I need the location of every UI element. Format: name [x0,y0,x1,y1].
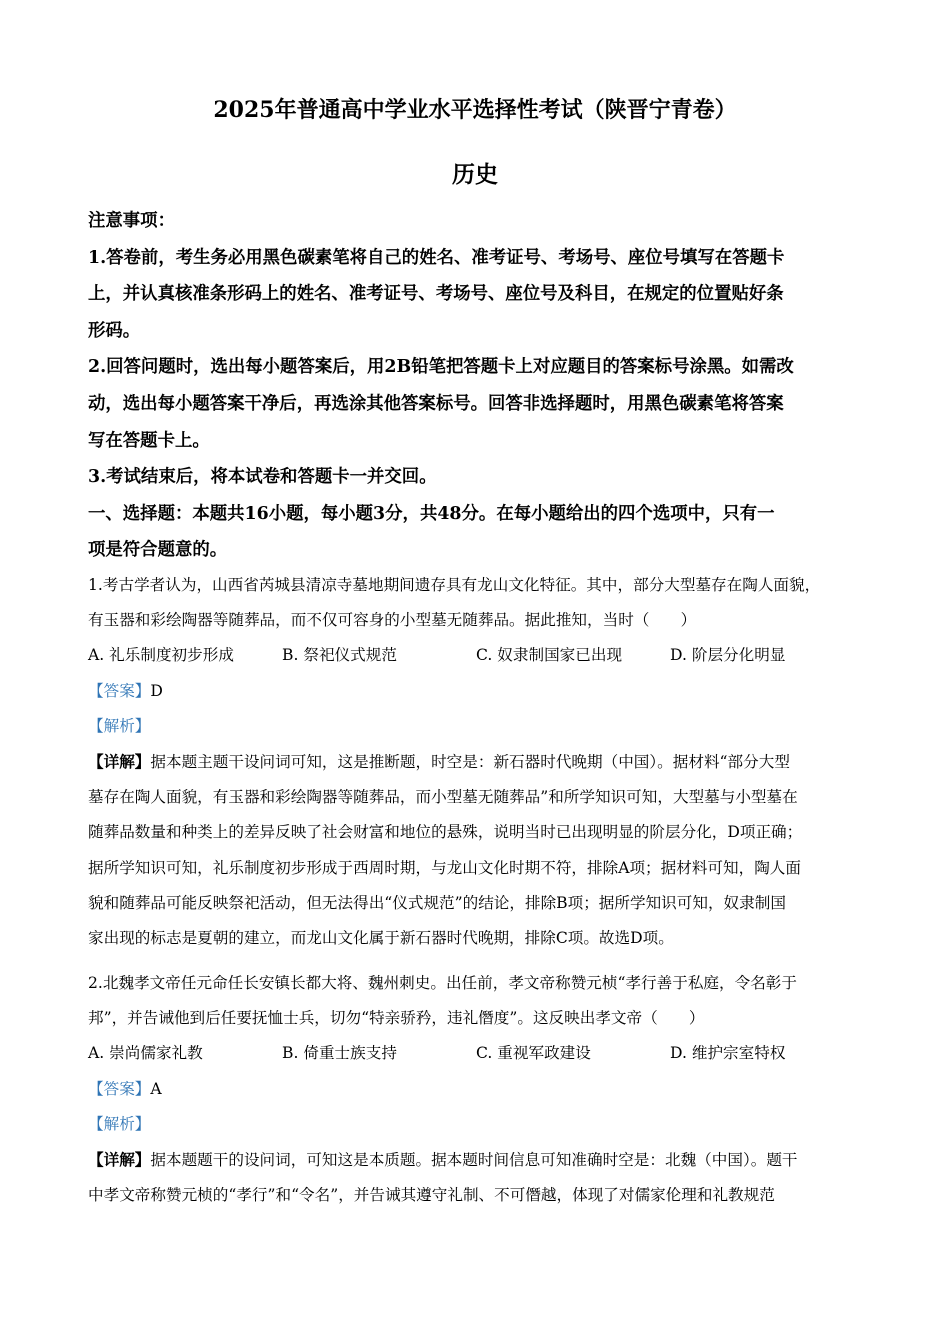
notice-line: 形码。 [88,320,141,341]
question-stem: 邦”，并告诫他到后任要抚恤士兵，切勿“特亲骄矜，违礼僭度”。这反映出孝文帝（ ） [88,1009,705,1028]
answer-line [88,1072,878,1107]
answer-line [88,674,878,709]
analysis-line [88,709,878,744]
notice-line: 上，并认真核准条形码上的姓名、准考证号、考场号、座位号及科目，在规定的位置贴好条 [88,284,784,305]
option-d: D. 阶层分化明显 [670,646,786,665]
detail-line: 据所学知识可知，礼乐制度初步形成于西周时期，与龙山文化时期不符，排除A项；据材料可知，陶人面 [88,858,801,877]
detail-label: 【详解】 [88,1150,151,1170]
detail-label: 【详解】 [88,752,151,772]
section-heading: 一、选择题：本题共16小题，每小题3分，共48分。在每小题给出的四个选项中，只有一 [88,503,775,524]
analysis-label: 【解析】 [88,716,151,735]
option-c: C. 奴隶制国家已出现 [476,646,623,665]
options-row [88,1036,878,1071]
question-1 [88,568,878,956]
detail-line [88,1142,878,1178]
notice-line: 动，选出每小题答案干净后，再选涂其他答案标号。回答非选择题时，用黑色碳素笔将答案 [88,393,784,414]
answer-value: D [150,681,163,700]
detail-line: 墓存在陶人面貌，有玉器和彩绘陶器等随葬品，而小型墓无随葬品”和所学知识可知，大型墓与小型墓在 [88,788,798,807]
question-stem: 2.北魏孝文帝任元命任长安镇长都大将、魏州刺史。出任前，孝文帝称赞元桢“孝行善于私庭，令名彰于 [88,974,797,992]
option-a: A. 崇尚儒家礼教 [88,1044,203,1063]
answer-value: A [150,1079,162,1098]
analysis-label: 【解析】 [88,1114,151,1133]
answer-label: 【答案】 [88,1079,151,1098]
analysis-line [88,1107,878,1142]
detail-text: 据本题题干的设问词，可知这是本质题。据本题时间信息可知准确时空是：北魏（中国）。题干 [150,1151,798,1170]
answer-label: 【答案】 [88,681,151,700]
detail-line: 貌和随葬品可能反映祭祀活动，但无法得出“仪式规范”的结论，排除B项；据所学知识可知，奴隶制国 [88,893,786,912]
option-b: B. 倚重士族支持 [282,1044,397,1063]
detail-line: 家出现的标志是夏朝的建立，而龙山文化属于新石器时代晚期，排除C项。故选D项。 [88,929,674,948]
option-d: D. 维护宗室特权 [670,1044,786,1063]
notice-line: 2.回答问题时，选出每小题答案后，用2B铅笔把答题卡上对应题目的答案标号涂黑。如需改 [88,357,794,378]
detail-line [88,744,878,780]
option-a: A. 礼乐制度初步形成 [88,646,234,665]
option-b: B. 祭祀仪式规范 [282,646,397,665]
notice-line: 1.答卷前，考生务必用黑色碳素笔将自己的姓名、准考证号、考场号、座位号填写在答题卡 [88,247,785,268]
options-row [88,638,878,673]
notice-heading: 注意事项： [88,211,175,231]
question-stem: 有玉器和彩绘陶器等随葬品，而不仅可容身的小型墓无随葬品。据此推知，当时（ ） [88,611,697,630]
detail-text: 据本题主题干设问词可知，这是推断题，时空是：新石器时代晚期（中国）。据材料“部分大型 [150,753,790,772]
question-2 [88,966,878,1213]
detail-line: 中孝文帝称赞元桢的“孝行”和“令名”，并告诫其遵守礼制、不可僭越，体现了对儒家伦理和礼教规范 [88,1186,775,1205]
notice-line: 3.考试结束后，将本试卷和答题卡一并交回。 [88,467,437,488]
exam-title: 2025年普通高中学业水平选择性考试（陕晋宁青卷） [213,97,737,123]
option-c: C. 重视军政建设 [476,1044,591,1063]
notice-section [88,203,878,569]
notice-line: 写在答题卡上。 [88,430,210,451]
detail-line: 随葬品数量和种类上的差异反映了社会财富和地位的悬殊，说明当时已出现明显的阶层分化，D项正确； [88,823,803,842]
section-heading: 项是符合题意的。 [88,540,228,561]
subject-title: 历史 [452,161,498,188]
question-stem: 1.考古学者认为，山西省芮城县清凉寺墓地期间遗存具有龙山文化特征。其中，部分大型墓存在陶人面貌， [88,576,821,594]
